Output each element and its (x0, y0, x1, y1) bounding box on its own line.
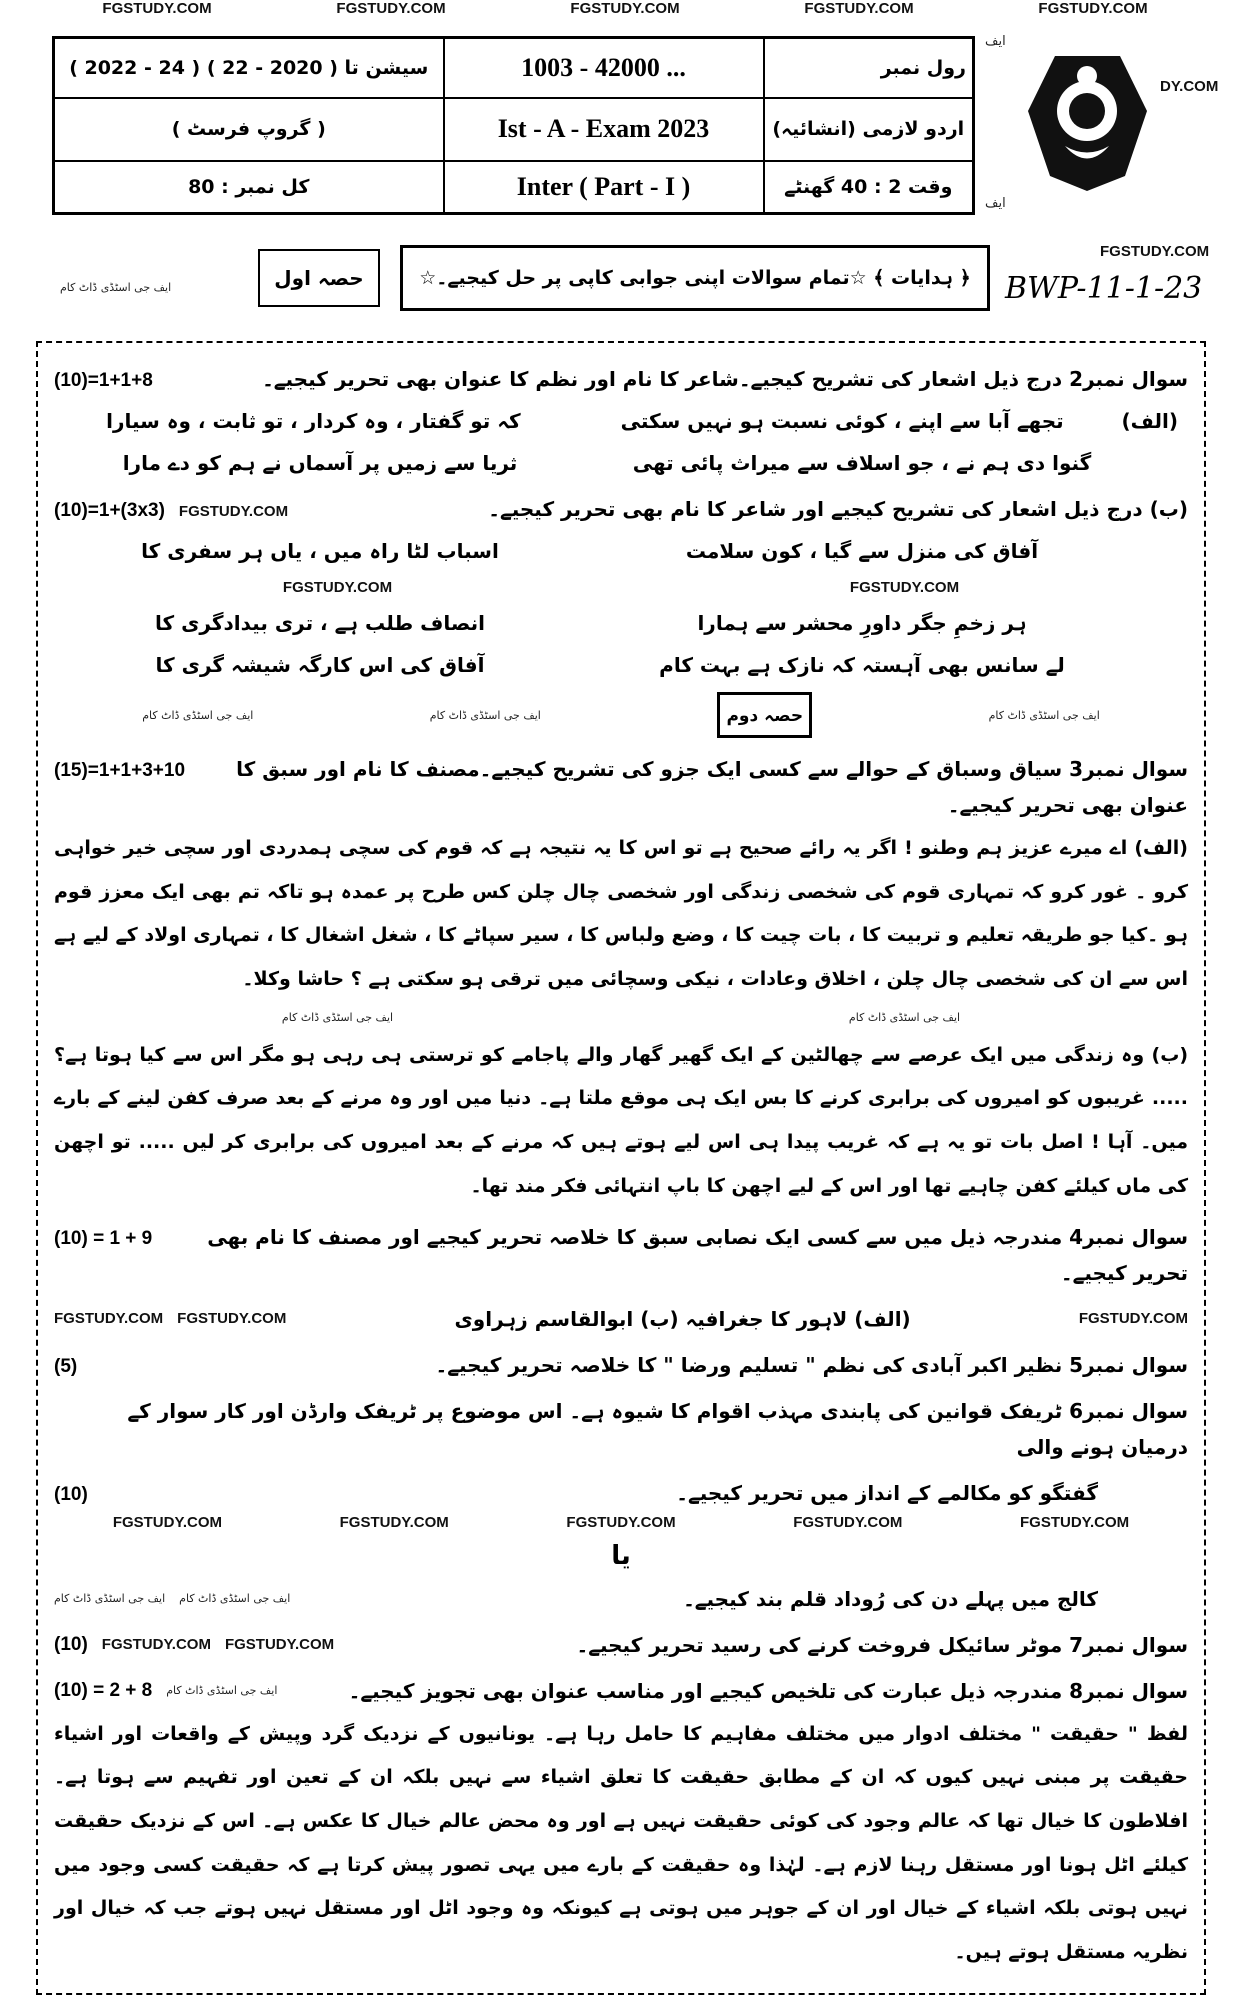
paragraph-line: برابری کرنے کا بس ایک ہی موقع ملتا ہے۔ دنیا میں اور وہ مرنے کے بعد صرف کفن لینے کے بارے میں۔ آہا ! اصل بات تو یہ ہے کہ غریب پیدا ہی (54, 1087, 1188, 1154)
passage-line: نہیں ہوتی بلکہ اشیاء کے خیال اور ان کے جوہر میں ہوتی ہے کیونکہ وہ وجود اٹل اور مستقل نہیں ہوتے جب کہ خیال اور نظریہ مستقل ہوتے ہیں۔ (54, 1897, 1188, 1963)
side-text: ایف (985, 196, 1006, 211)
watermark: FGSTUDY.COM (178, 503, 289, 520)
q3-text: سوال نمبر3 سیاق وسباق کے حوالے سے کسی ایک جزو کی تشریح کیجیے۔مصنف کا نام اور سبق کا عنوان بھی تحریر کیجیے۔ (236, 757, 1188, 817)
watermark-urdu: ایف جی اسٹڈی ڈاٹ کام (429, 708, 541, 722)
passage-line: مطابق حقیقت کا تعلق اشیاء سے نہیں بلکہ ان کے تعین اور تفہیم سے ہوتا ہے۔ افلاطون کا خیال تھا کہ عالم وجود کی کوئی حقیقت نہیں ہے اور وہ محض عالم خیال کا (54, 1766, 1188, 1832)
watermark: FGSTUDY.COM (224, 1636, 335, 1653)
paragraph-line: (الف) اے میرے عزیز ہم وطنو ! اگر یہ رائے صحیح ہے تو اس کا یہ نتیجہ ہے کہ قوم کی سچی ہمدردی اور سچی خیر خواہی کرو ۔ غور کرو کہ تمہاری قوم کی شخصی زندگی اور (54, 837, 1188, 903)
q2-alif-label: (الف) (1121, 409, 1178, 433)
verse: ثریا سے زمیں پر آسماں نے ہم کو دے مارا (122, 451, 518, 475)
q8-marks: (10) = 2 + 8 (54, 1679, 153, 1701)
header-area (0, 26, 1250, 241)
q3-passage-a (54, 827, 1188, 1002)
watermark-row (0, 0, 1250, 26)
watermark-urdu: ایف جی اسٹڈی ڈاٹ کام (166, 1684, 278, 1697)
q3-passage-b (54, 1034, 1188, 1209)
time-allowed: وقت 2 : 40 گھنٹے (764, 161, 974, 214)
paragraph-line: ہے ؟ حاشا وکلا۔ (242, 968, 391, 991)
q5-text: سوال نمبر5 نظیر اکبر آبادی کی نظم " تسلیم ورضا " کا خلاصہ تحریر کیجیے۔ (435, 1352, 1188, 1377)
section-one-label: حصہ اول (258, 249, 380, 307)
watermark-urdu: ایف جی اسٹڈی ڈاٹ کام (848, 1011, 961, 1025)
subject: اردو لازمی (انشائیہ) (764, 98, 974, 161)
side-text: ایف (985, 34, 1006, 49)
watermark-urdu: ایف جی اسٹڈی ڈاٹ کام (179, 1592, 291, 1605)
or-label: یا (611, 1540, 631, 1571)
q6-marks: (10) (54, 1483, 88, 1505)
q6-alternative-row (54, 1581, 1188, 1617)
instructions-row (0, 241, 1250, 341)
q6-alternative: کالج میں پہلے دن کی رُوداد قلم بند کیجیے۔ (683, 1586, 1098, 1611)
watermark: FGSTUDY.COM (1020, 1514, 1130, 1531)
verse: آفاق کی اس کارگہ شیشہ گری کا (155, 653, 485, 677)
or-row (54, 1541, 1188, 1571)
q4-options: (الف) لاہور کا جغرافیہ (ب) ابوالقاسم زہراوی (454, 1306, 911, 1331)
exam-name: Ist - A - Exam 2023 (444, 98, 764, 161)
question-6-cont (54, 1475, 1188, 1511)
q5-marks: (5) (54, 1355, 78, 1377)
q4-marks: (10) = 1 + 9 (54, 1227, 153, 1249)
watermark-row (54, 1511, 1188, 1535)
watermark: FGSTUDY.COM (54, 1310, 164, 1327)
q2-b-text: (ب) درج ذیل اشعار کی تشریح کیجیے اور شاعر کا نام بھی تحریر کیجیے۔ (488, 497, 1188, 521)
total-marks: کل نمبر : 80 (54, 161, 444, 214)
q2-b-marks: (10)=1+(3x3) (54, 500, 165, 521)
couplet (54, 647, 1188, 683)
watermark-row (54, 575, 1188, 599)
verse: انصاف طلب ہے ، تری بیدادگری کا (155, 611, 485, 635)
q7-text: سوال نمبر7 موٹر سائیکل فروخت کرنے کی رسید تحریر کیجیے۔ (576, 1632, 1188, 1657)
paragraph-line: اس لیے ہوتے ہیں کہ مرنے کے بعد امیروں کی برابری کر لیں ..... تو اچھن کی ماں کیلئے کفن چاہیے تھا اور اس کے لیے اچھن کا باپ انتہائی فکر مند تھا۔ (54, 1131, 1188, 1197)
watermark: FGSTUDY.COM (849, 578, 960, 596)
verse: آفاق کی منزل سے گیا ، کون سلامت (685, 539, 1039, 563)
watermark: FGSTUDY.COM (339, 1514, 449, 1531)
watermark-urdu: ایف جی اسٹڈی ڈاٹ کام (60, 281, 172, 294)
q6-text: سوال نمبر6 ٹریفک قوانین کی پابندی مہذب اقوام کا شیوہ ہے۔ اس موضوع پر ٹریفک وارڈن اور کار سوار کے درمیان ہونے والی (127, 1398, 1188, 1459)
watermark: FGSTUDY.COM (101, 1636, 211, 1653)
question-6 (54, 1393, 1188, 1465)
q8-passage (54, 1713, 1188, 1975)
watermark-urdu: ایف جی اسٹڈی ڈاٹ کام (54, 1592, 166, 1605)
q4-text: سوال نمبر4 مندرجہ ذیل میں سے کسی ایک نصابی سبق کا خلاصہ تحریر کیجیے اور مصنف کا نام بھی تحریر کیجیے۔ (207, 1224, 1188, 1285)
watermark: FGSTUDY.COM (804, 0, 914, 17)
q2-marks: (10)=1+1+8 (54, 370, 153, 391)
paragraph-line: شخصی چال چلن کس طرح پر عمدہ ہو تاکہ تم بھی ایک معزز قوم ہو ۔کیا جو طریقہ تعلیم و تربیت کا ، بات چیت کا ، وضع ولباس کا ، (54, 880, 1188, 947)
question-paper-body (36, 341, 1206, 1995)
question-2 (54, 361, 1188, 397)
watermark: FGSTUDY.COM (566, 1514, 676, 1531)
watermark-urdu: ایف جی اسٹڈی ڈاٹ کام (142, 708, 254, 722)
group: ( گروپ فرسٹ ) (54, 98, 444, 161)
verse: اسباب لٹا راہ میں ، یاں ہر سفری کا (141, 539, 499, 563)
paragraph-line: (ب) وہ زندگی میں ایک عرصے سے چھالٹین کے ایک گھیر گھار والے پاجامے کو ترستی ہی رہی ہو مگر اس سے کیا ہوتا ہے؟ ..... غریبوں کو امیروں کی (54, 1043, 1188, 1110)
paragraph-line: سیر سپاٹے کا ، شغل اشغال کا ، تمہاری اولاد کے لیے ہے اس سے ان کی شخصی چال چلن ، اخلاق وعادات ، نیکی وسچائی میں ترقی ہو سکتی (54, 924, 1188, 991)
watermark: FGSTUDY.COM (177, 1310, 287, 1327)
verse: کہ تو گفتار ، وہ کردار ، تو ثابت ، وہ سیارا (106, 409, 521, 433)
question-5 (54, 1347, 1188, 1383)
verse: ہر زخمِ جگر داورِ محشر سے ہمارا (697, 611, 1027, 635)
watermark-urdu: ایف جی اسٹڈی ڈاٹ کام (988, 708, 1100, 722)
couplet (54, 445, 1188, 481)
question-7 (54, 1627, 1188, 1663)
question-8 (54, 1673, 1188, 1709)
passage-line: لفظ " حقیقت " مختلف ادوار میں مختلف مفاہیم کا حامل رہا ہے۔ یونانیوں کے نزدیک گرد وپیش کے واقعات اور اشیاء حقیقت پر مبنی نہیں کیوں کہ ان کے (54, 1722, 1188, 1789)
q3-marks: (15)=1+1+3+10 (54, 760, 186, 781)
roll-label: رول نمبر (764, 38, 974, 98)
q2-text: سوال نمبر2 درج ذیل اشعار کی تشریح کیجیے۔شاعر کا نام اور نظم کا عنوان بھی تحریر کیجیے۔ (262, 367, 1188, 391)
verse: گنوا دی ہم نے ، جو اسلاف سے میراث پائی تھی (632, 451, 1092, 475)
exam-header-table (52, 36, 975, 215)
couplet (54, 533, 1188, 569)
roll-code: 1003 - 42000 ... (444, 38, 764, 98)
question-2b (54, 491, 1188, 527)
watermark-row (54, 1006, 1188, 1030)
watermark: FGSTUDY.COM (102, 0, 212, 17)
watermark: FGSTUDY.COM (112, 1514, 222, 1531)
class-name: Inter ( Part - I ) (444, 161, 764, 214)
watermark: FGSTUDY.COM (1078, 1310, 1188, 1327)
passage-line: عکس ہے۔ اس کے نزدیک حقیقت کیلئے اٹل ہونا اور مستقل رہنا لازم ہے۔ لہٰذا وہ حقیقت کے بارے میں یہی تصور پیش کرتا ہے کہ حقیقت کسی وجود میں (54, 1809, 1188, 1876)
board-logo-icon (1025, 51, 1150, 196)
couplet (54, 403, 1188, 439)
q7-marks: (10) (54, 1633, 88, 1655)
watermark: FGSTUDY.COM (282, 578, 393, 596)
watermark: FGSTUDY.COM (570, 0, 680, 17)
verse: لے سانس بھی آہستہ کہ نازک ہے بہت کام (659, 653, 1065, 677)
instructions-box: ﴿ ہدایات ﴾ ☆تمام سوالات اپنی جوابی کاپی پر حل کیجیے۔☆ (400, 245, 990, 311)
question-3 (54, 751, 1188, 823)
question-4 (54, 1219, 1188, 1291)
session (54, 38, 444, 98)
q8-text: سوال نمبر8 مندرجہ ذیل عبارت کی تلخیص کیجیے اور مناسب عنوان بھی تجویز کیجیے۔ (348, 1678, 1188, 1703)
section-two-label: حصہ دوم (717, 692, 812, 738)
watermark: FGSTUDY.COM (1038, 0, 1148, 17)
session-label: سیشن (365, 56, 429, 79)
session-value: ( 2022 - 24 ) تا ( 2020 - 22 ) (69, 56, 359, 79)
verse: تجھے آبا سے اپنے ، کوئی نسبت ہو نہیں سکتی (620, 409, 1064, 433)
watermark-urdu: ایف جی اسٹڈی ڈاٹ کام (281, 1011, 394, 1025)
handwritten-code: BWP-11-1-23 (1005, 271, 1203, 306)
watermark: FGSTUDY.COM (1100, 243, 1210, 260)
watermark-partial: DY.COM (1160, 78, 1219, 95)
couplet (54, 605, 1188, 641)
q4-options-row (54, 1301, 1188, 1337)
watermark: FGSTUDY.COM (336, 0, 446, 17)
watermark-row (54, 689, 1188, 741)
watermark: FGSTUDY.COM (793, 1514, 903, 1531)
q6-text-2: گفتگو کو مکالمے کے انداز میں تحریر کیجیے۔ (676, 1480, 1098, 1505)
